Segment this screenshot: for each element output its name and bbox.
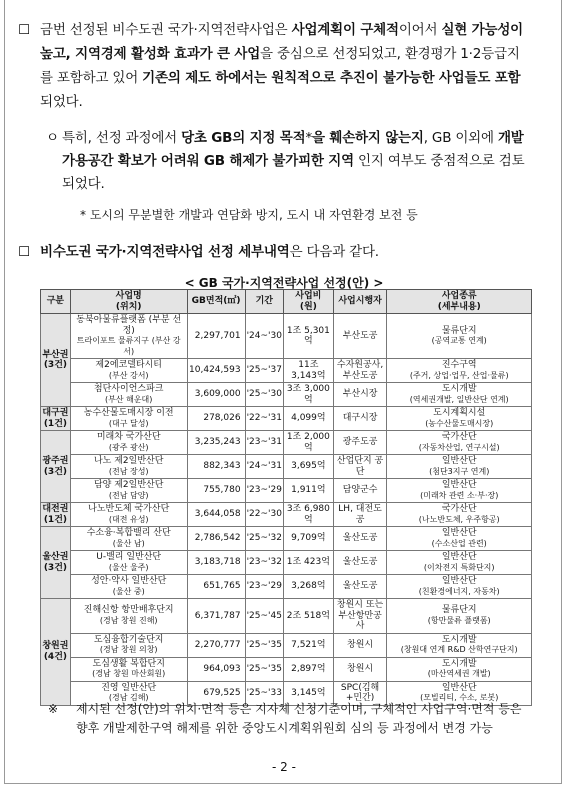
type-cell: 일반산단 (친환경에너지, 자동차) — [387, 575, 532, 599]
area-cell: 2,786,542 — [187, 527, 245, 551]
operator-cell: 산업단지 공단 — [333, 455, 387, 479]
region-cell: 대구권 (1건) — [42, 408, 69, 429]
para2-bold-3: 개발 가용공간 확보가 어려워 GB 해제가 불가피한 지역 — [62, 130, 524, 169]
period-cell: '22~'31 — [245, 407, 283, 431]
area-cell: 2,270,777 — [187, 633, 245, 657]
checkbox-bullet: ☐ — [18, 244, 30, 260]
header-cost: 사업비 (원) — [283, 290, 333, 314]
type-cell: 국가산단 (나노반도체, 우주항공) — [387, 503, 532, 527]
para2-asterisk: * — [305, 130, 313, 146]
name-cell: 진영 일반산단 (경남 김해) — [70, 681, 187, 705]
header-name: 사업명 (위치) — [70, 290, 187, 314]
para3-text-1: 은 다음과 같다. — [289, 244, 379, 260]
type-cell: 도시계획시설 (농수산물도매시장) — [387, 407, 532, 431]
table-row — [41, 575, 532, 599]
area-cell: 679,525 — [187, 681, 245, 705]
operator-cell: 창원시 또는 부산항만공사 — [333, 599, 387, 634]
area-cell: 651,765 — [187, 575, 245, 599]
region-cell: 창원권 (4건) — [41, 599, 71, 706]
period-cell: '25~'33 — [245, 681, 283, 705]
cost-cell: 3,268억 — [283, 575, 333, 599]
type-cell: 국가산단 (자동차산업, 연구시설) — [387, 431, 532, 455]
name-cell: 진해신항 항만배후단지 (경남 창원 진해) — [70, 599, 187, 634]
para2-text-4: 인지 여부도 중점적으로 검토되었다. — [62, 153, 525, 192]
region-cell: 광주권 (3건) — [41, 431, 71, 503]
period-cell: '22~'30 — [245, 503, 283, 527]
cost-cell: 3,145억 — [283, 681, 333, 705]
name-cell: 제2에코델타시티 (부산 강서) — [70, 359, 187, 383]
name-cell: 도심생활 복합단지 (경남 창원 마산회원) — [70, 657, 187, 681]
name-cell: 미래차 국가산단 (광주 광산) — [70, 431, 187, 455]
table-row — [41, 407, 532, 431]
cost-cell: 1조 5,301억 — [283, 314, 333, 359]
period-cell: '23~'29 — [245, 575, 283, 599]
operator-cell: 부산시장 — [333, 383, 387, 407]
name-cell: 나노반도체 국가산단 (대전 유성) — [70, 503, 187, 527]
type-cell: 진수구역 (주거, 상업·업무, 산업·물류) — [387, 359, 532, 383]
header-operator: 사업시행자 — [333, 290, 387, 314]
area-cell: 6,371,787 — [187, 599, 245, 634]
type-cell: 도시개발 (역세권개발, 일반산단 연계) — [387, 383, 532, 407]
area-cell: 3,609,000 — [187, 383, 245, 407]
area-cell: 10,424,593 — [187, 359, 245, 383]
name-cell: 성안·약사 일반산단 (울산 중) — [70, 575, 187, 599]
para1-text-3: 을 중심으로 선정되었고, 환경평가 1·2등급지를 포함하고 있어 — [40, 46, 520, 86]
period-cell: '25~'35 — [245, 633, 283, 657]
para2-bold-1: 당초 GB의 지정 목적 — [181, 130, 306, 146]
paragraph-selection-criteria — [18, 18, 530, 114]
region-cell: 울산권 (3건) — [41, 527, 71, 599]
page-number: - 2 - — [272, 760, 296, 774]
table-row — [41, 314, 532, 359]
operator-cell: 광주도공 — [333, 431, 387, 455]
para3-bold-1: 비수도권 국가·지역전략사업 선정 세부내역 — [40, 244, 290, 260]
header-type: 사업종류 (세부내용) — [387, 290, 532, 314]
period-cell: '23~'29 — [245, 479, 283, 503]
cost-cell: 1,911억 — [283, 479, 333, 503]
table-row — [41, 527, 532, 551]
projects-table — [40, 289, 532, 706]
name-cell: 첨단사이언스파크 (부산 해운대) — [70, 383, 187, 407]
table-row — [41, 431, 532, 455]
type-cell: 일반산단 (모빌리티, 수소, 로봇) — [387, 681, 532, 705]
period-cell: '25~'45 — [245, 599, 283, 634]
type-cell: 일반산단 (첨단3지구 연계) — [387, 455, 532, 479]
area-cell: 3,644,058 — [187, 503, 245, 527]
type-cell: 일반산단 (수소산업 관련) — [387, 527, 532, 551]
name-cell: 농수산물도매시장 이전 (대구 달성) — [70, 407, 187, 431]
type-cell: 일반산단 (미래차 관련 소·부·장) — [387, 479, 532, 503]
para1-bold-1: 사업계획이 구체적 — [291, 22, 399, 38]
paragraph-details-intro — [18, 240, 530, 264]
operator-cell: 울산도공 — [333, 527, 387, 551]
cost-cell: 3조 3,000억 — [283, 383, 333, 407]
header-area: GB면적(㎡) — [187, 290, 245, 314]
table-row — [41, 455, 532, 479]
table-row — [41, 359, 532, 383]
period-cell: '23~'32 — [245, 551, 283, 575]
table-row — [41, 479, 532, 503]
name-cell: 도심융합기술단지 (경남 창원 의창) — [70, 633, 187, 657]
period-cell: '24~'31 — [245, 455, 283, 479]
name-cell: U-밸리 일반산단 (울산 울주) — [70, 551, 187, 575]
footnote-text: 제시된 선정(안)의 위치·면적 등은 지자체 신청기준이며, 구체적인 사업구역·면적 등은 향후 개발제한구역 해제를 위한 중앙도시계획위원회 심의 등 과정에서 변경 가능 — [76, 702, 522, 735]
operator-cell: 울산도공 — [333, 575, 387, 599]
operator-cell: 울산도공 — [333, 551, 387, 575]
cost-cell: 7,521억 — [283, 633, 333, 657]
header-period: 기간 — [245, 290, 283, 314]
type-cell: 도시개발 (마산역세권 개발) — [387, 657, 532, 681]
period-cell: '25~'32 — [245, 527, 283, 551]
cost-cell: 4,099억 — [283, 407, 333, 431]
para2-bold-2: 을 훼손하지 않는지 — [312, 130, 424, 146]
operator-cell: 창원시 — [333, 633, 387, 657]
period-cell: '24~'30 — [245, 314, 283, 359]
name-cell: 수소융·복합밸리 산단 (울산 남) — [70, 527, 187, 551]
table-row — [41, 503, 532, 527]
type-cell: 물류단지 (항만물류 플랫폼) — [387, 599, 532, 634]
area-cell: 3,183,718 — [187, 551, 245, 575]
table-row — [41, 551, 532, 575]
name-cell: 동북아물류플랫폼 (부분 선정) 트라이포트 물류지구 (부산 강서) — [70, 314, 187, 359]
cost-cell: 1조 423억 — [283, 551, 333, 575]
name-cell: 나노 제2일반산단 (전남 장성) — [70, 455, 187, 479]
footnote-gb-purpose: * 도시의 무분별한 개발과 연담화 방지, 도시 내 자연환경 보전 등 — [80, 208, 418, 222]
area-cell: 278,026 — [187, 407, 245, 431]
reference-mark: ※ — [48, 702, 59, 716]
checkbox-bullet: ☐ — [18, 22, 30, 38]
table-footnote — [48, 700, 534, 738]
para1-bold-2: 실현 가능성이 높고, 지역경제 활성화 효과가 큰 사업 — [40, 22, 524, 62]
circle-bullet: ㅇ — [46, 130, 59, 146]
operator-cell: 수자원공사, 부산도공 — [333, 359, 387, 383]
operator-cell: LH, 대전도공 — [333, 503, 387, 527]
para1-text-4: 되었다. — [40, 94, 83, 110]
para1-text-1: 금번 선정된 비수도권 국가·지역전략사업은 — [40, 22, 292, 38]
cost-cell: 2,897억 — [283, 657, 333, 681]
region-cell: 대전권 (1건) — [42, 504, 69, 525]
operator-cell: 담양군수 — [333, 479, 387, 503]
table-row — [41, 383, 532, 407]
table-row — [41, 657, 532, 681]
para2-text-1: 특히, 선정 과정에서 — [62, 130, 182, 146]
area-cell: 3,235,243 — [187, 431, 245, 455]
name-cell: 담양 제2일반산단 (전남 담양) — [70, 479, 187, 503]
cost-cell: 9,709억 — [283, 527, 333, 551]
para2-text-3: , GB 이외에 — [423, 130, 498, 146]
period-cell: '23~'31 — [245, 431, 283, 455]
operator-cell: SPC(김해+민간) — [333, 681, 387, 705]
period-cell: '25~'35 — [245, 657, 283, 681]
para1-text-2: 이어서 — [398, 22, 442, 38]
type-cell: 일반산단 (이차전지 특화단지) — [387, 551, 532, 575]
header-region: 구분 — [41, 290, 71, 314]
operator-cell: 대구시장 — [333, 407, 387, 431]
region-cell: 부산권 (3건) — [41, 314, 71, 407]
area-cell: 2,297,701 — [187, 314, 245, 359]
table-title: < GB 국가·지역전략사업 선정(안) > — [184, 276, 384, 290]
para1-bold-3: 기존의 제도 하에서는 원칙적으로 추진이 불가능한 사업들도 포함 — [142, 70, 521, 86]
cost-cell: 1조 2,000억 — [283, 431, 333, 455]
period-cell: '25~'30 — [245, 383, 283, 407]
cost-cell: 3,695억 — [283, 455, 333, 479]
area-cell: 964,093 — [187, 657, 245, 681]
table-row — [41, 633, 532, 657]
type-cell: 도시개발 (창원대 연계 R&D 산학연구단지) — [387, 633, 532, 657]
cost-cell: 2조 518억 — [283, 599, 333, 634]
table-row — [41, 599, 532, 634]
area-cell: 755,780 — [187, 479, 245, 503]
paragraph-review-focus — [46, 127, 530, 196]
area-cell: 882,343 — [187, 455, 245, 479]
operator-cell: 부산도공 — [333, 314, 387, 359]
period-cell: '25~'37 — [245, 359, 283, 383]
cost-cell: 11조 3,143억 — [283, 359, 333, 383]
cost-cell: 3조 6,980억 — [283, 503, 333, 527]
operator-cell: 창원시 — [333, 657, 387, 681]
type-cell: 물류단지 (공역교통 연계) — [387, 314, 532, 359]
